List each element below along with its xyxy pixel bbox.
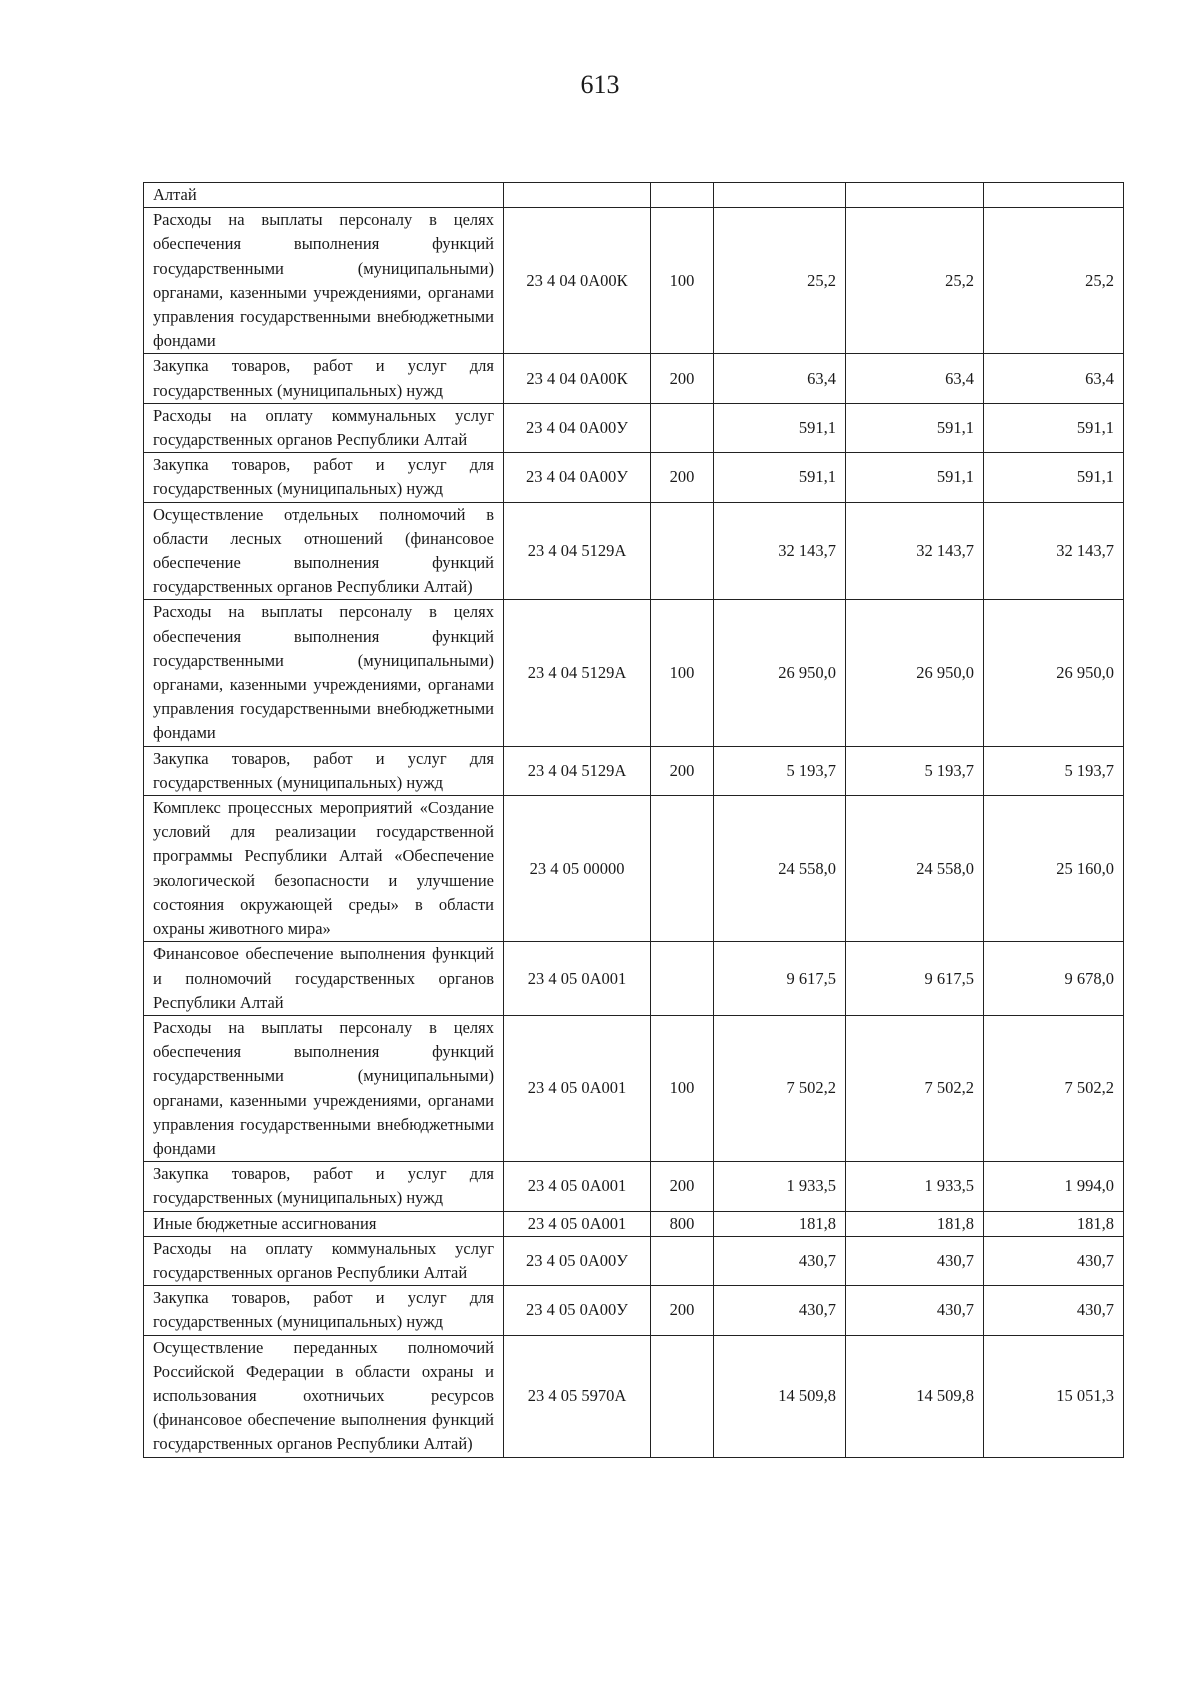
row-value-year1-cell: 591,1: [714, 403, 846, 452]
row-value-year1-cell: [714, 183, 846, 208]
row-expense-type-cell: 200: [651, 1162, 714, 1211]
row-code-cell: 23 4 04 5129А: [504, 502, 651, 600]
row-name-cell: Осуществление переданных полномочий Российской Федерации в области охраны и использования охотничьих ресурсов (финансовое обеспечение выполнения функций государственных органов Республики Алтай): [144, 1335, 504, 1457]
row-value-year1-cell: 26 950,0: [714, 600, 846, 746]
row-value-year3-cell: 9 678,0: [984, 942, 1124, 1016]
row-code-cell: 23 4 05 0А001: [504, 1015, 651, 1161]
row-expense-type-cell: [651, 942, 714, 1016]
row-expense-type-cell: [651, 1236, 714, 1285]
row-value-year3-cell: 32 143,7: [984, 502, 1124, 600]
row-code-cell: 23 4 05 5970А: [504, 1335, 651, 1457]
row-code-cell: 23 4 05 0А001: [504, 1211, 651, 1236]
row-value-year1-cell: 25,2: [714, 208, 846, 354]
row-value-year3-cell: 63,4: [984, 354, 1124, 403]
row-value-year1-cell: 591,1: [714, 453, 846, 502]
row-value-year1-cell: 5 193,7: [714, 746, 846, 795]
row-name-cell: Финансовое обеспечение выполнения функций и полномочий государственных органов Республики Алтай: [144, 942, 504, 1016]
row-expense-type-cell: [651, 1335, 714, 1457]
table-row: [144, 746, 1124, 795]
table-row: [144, 502, 1124, 600]
row-name-cell: Алтай: [144, 183, 504, 208]
row-value-year1-cell: 7 502,2: [714, 1015, 846, 1161]
row-value-year2-cell: 24 558,0: [846, 796, 984, 942]
row-name-cell: Иные бюджетные ассигнования: [144, 1211, 504, 1236]
table-row: [144, 1286, 1124, 1335]
table-row: [144, 1162, 1124, 1211]
row-value-year3-cell: 430,7: [984, 1236, 1124, 1285]
row-value-year1-cell: 430,7: [714, 1286, 846, 1335]
row-name-cell: Закупка товаров, работ и услуг для государственных (муниципальных) нужд: [144, 1286, 504, 1335]
row-expense-type-cell: 100: [651, 600, 714, 746]
row-value-year1-cell: 9 617,5: [714, 942, 846, 1016]
row-code-cell: 23 4 04 0А00К: [504, 208, 651, 354]
row-value-year2-cell: 25,2: [846, 208, 984, 354]
row-value-year3-cell: 1 994,0: [984, 1162, 1124, 1211]
row-value-year2-cell: 7 502,2: [846, 1015, 984, 1161]
row-name-cell: Расходы на выплаты персоналу в целях обеспечения выполнения функций государственными (муниципальными) органами, казенными учреждениями, органами управления государственными внебюджетными фондами: [144, 208, 504, 354]
row-code-cell: 23 4 05 0А001: [504, 942, 651, 1016]
row-code-cell: 23 4 05 0А00У: [504, 1286, 651, 1335]
row-value-year3-cell: 430,7: [984, 1286, 1124, 1335]
row-value-year1-cell: 1 933,5: [714, 1162, 846, 1211]
budget-table-body: [144, 183, 1124, 1458]
row-value-year2-cell: 430,7: [846, 1286, 984, 1335]
table-row: [144, 796, 1124, 942]
row-value-year2-cell: 5 193,7: [846, 746, 984, 795]
table-row: [144, 1015, 1124, 1161]
row-value-year2-cell: 591,1: [846, 453, 984, 502]
row-code-cell: 23 4 05 00000: [504, 796, 651, 942]
row-expense-type-cell: 100: [651, 1015, 714, 1161]
row-value-year3-cell: 181,8: [984, 1211, 1124, 1236]
row-value-year3-cell: 25,2: [984, 208, 1124, 354]
row-value-year2-cell: 32 143,7: [846, 502, 984, 600]
row-name-cell: Комплекс процессных мероприятий «Создание условий для реализации государственной программы Республики Алтай «Обеспечение экологической безопасности и улучшение состояния окружающей среды» в области охраны животного мира»: [144, 796, 504, 942]
table-row: [144, 1335, 1124, 1457]
row-expense-type-cell: 100: [651, 208, 714, 354]
row-value-year2-cell: 26 950,0: [846, 600, 984, 746]
table-row: [144, 600, 1124, 746]
row-code-cell: [504, 183, 651, 208]
row-code-cell: 23 4 04 0А00У: [504, 403, 651, 452]
row-name-cell: Закупка товаров, работ и услуг для государственных (муниципальных) нужд: [144, 453, 504, 502]
table-row: [144, 1211, 1124, 1236]
row-value-year1-cell: 63,4: [714, 354, 846, 403]
row-value-year1-cell: 430,7: [714, 1236, 846, 1285]
row-name-cell: Осуществление отдельных полномочий в области лесных отношений (финансовое обеспечение выполнения функций государственных органов Республики Алтай): [144, 502, 504, 600]
row-name-cell: Расходы на оплату коммунальных услуг государственных органов Республики Алтай: [144, 1236, 504, 1285]
row-value-year3-cell: 26 950,0: [984, 600, 1124, 746]
row-code-cell: 23 4 05 0А00У: [504, 1236, 651, 1285]
row-expense-type-cell: 200: [651, 1286, 714, 1335]
row-value-year3-cell: 7 502,2: [984, 1015, 1124, 1161]
row-expense-type-cell: [651, 183, 714, 208]
row-value-year2-cell: 181,8: [846, 1211, 984, 1236]
row-value-year2-cell: 14 509,8: [846, 1335, 984, 1457]
row-value-year3-cell: 5 193,7: [984, 746, 1124, 795]
row-name-cell: Расходы на выплаты персоналу в целях обеспечения выполнения функций государственными (муниципальными) органами, казенными учреждениями, органами управления государственными внебюджетными фондами: [144, 600, 504, 746]
table-row: [144, 1236, 1124, 1285]
row-code-cell: 23 4 04 0А00К: [504, 354, 651, 403]
row-value-year3-cell: 591,1: [984, 403, 1124, 452]
row-value-year2-cell: 430,7: [846, 1236, 984, 1285]
table-row: [144, 183, 1124, 208]
row-value-year1-cell: 181,8: [714, 1211, 846, 1236]
table-row: [144, 208, 1124, 354]
row-value-year1-cell: 14 509,8: [714, 1335, 846, 1457]
row-code-cell: 23 4 05 0А001: [504, 1162, 651, 1211]
table-row: [144, 354, 1124, 403]
row-code-cell: 23 4 04 5129А: [504, 600, 651, 746]
row-expense-type-cell: [651, 403, 714, 452]
row-expense-type-cell: 200: [651, 453, 714, 502]
row-expense-type-cell: 200: [651, 746, 714, 795]
row-code-cell: 23 4 04 5129А: [504, 746, 651, 795]
row-expense-type-cell: [651, 502, 714, 600]
table-row: [144, 942, 1124, 1016]
row-value-year3-cell: 591,1: [984, 453, 1124, 502]
table-row: [144, 403, 1124, 452]
row-value-year3-cell: [984, 183, 1124, 208]
budget-table: [143, 182, 1124, 1458]
row-expense-type-cell: 800: [651, 1211, 714, 1236]
row-value-year2-cell: 1 933,5: [846, 1162, 984, 1211]
row-expense-type-cell: [651, 796, 714, 942]
row-value-year3-cell: 25 160,0: [984, 796, 1124, 942]
row-expense-type-cell: 200: [651, 354, 714, 403]
page-number: 613: [580, 70, 620, 99]
row-name-cell: Закупка товаров, работ и услуг для государственных (муниципальных) нужд: [144, 354, 504, 403]
row-name-cell: Расходы на оплату коммунальных услуг государственных органов Республики Алтай: [144, 403, 504, 452]
row-name-cell: Закупка товаров, работ и услуг для государственных (муниципальных) нужд: [144, 1162, 504, 1211]
row-value-year2-cell: [846, 183, 984, 208]
row-code-cell: 23 4 04 0А00У: [504, 453, 651, 502]
row-value-year2-cell: 9 617,5: [846, 942, 984, 1016]
row-value-year3-cell: 15 051,3: [984, 1335, 1124, 1457]
row-value-year1-cell: 32 143,7: [714, 502, 846, 600]
row-name-cell: Закупка товаров, работ и услуг для государственных (муниципальных) нужд: [144, 746, 504, 795]
row-value-year1-cell: 24 558,0: [714, 796, 846, 942]
row-value-year2-cell: 591,1: [846, 403, 984, 452]
row-value-year2-cell: 63,4: [846, 354, 984, 403]
table-row: [144, 453, 1124, 502]
row-name-cell: Расходы на выплаты персоналу в целях обеспечения выполнения функций государственными (муниципальными) органами, казенными учреждениями, органами управления государственными внебюджетными фондами: [144, 1015, 504, 1161]
